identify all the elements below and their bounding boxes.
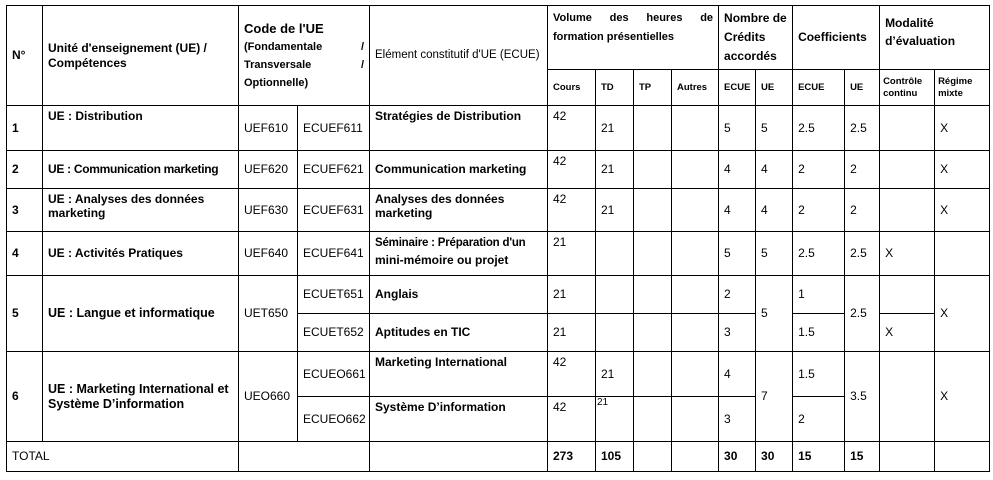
row-cred-ecue: 4 xyxy=(719,151,756,189)
total-td: 105 xyxy=(596,442,634,472)
table-row xyxy=(7,352,990,397)
header-code-l4: Optionnelle) xyxy=(244,77,309,89)
row-ue: UE : Communication marketing xyxy=(43,151,239,189)
row-coef-ue: 2.5 xyxy=(845,106,880,151)
row-ecue-code: ECUEF621 xyxy=(298,151,370,189)
row-ue: UE : Distribution xyxy=(43,106,239,151)
row-cred-ue: 5 xyxy=(756,106,793,151)
header-volume: Volume des heures de formation présentielles xyxy=(548,6,719,70)
row-coef-ecue: 2 xyxy=(793,397,845,442)
row-td xyxy=(596,314,634,352)
row-cours: 42 xyxy=(548,397,596,442)
row-tp xyxy=(634,151,672,189)
row-cours: 21 xyxy=(548,276,596,314)
row-coef-ecue: 1 xyxy=(793,276,845,314)
row-code: UEF620 xyxy=(239,151,298,189)
header-ue: Unité d'enseignement (UE) / Compétences xyxy=(43,6,239,106)
row-autres xyxy=(672,314,719,352)
row-ecue-code: ECUEO661 xyxy=(298,352,370,397)
row-coef-ue: 3.5 xyxy=(845,352,880,442)
header-regime: Régime mixte xyxy=(935,70,990,106)
total-code xyxy=(239,442,370,472)
row-ecue-line1: Séminaire : Préparation d'un xyxy=(375,237,526,249)
row-rm: X xyxy=(935,189,990,232)
row-autres xyxy=(672,276,719,314)
row-cred-ecue: 4 xyxy=(719,352,756,397)
row-autres xyxy=(672,151,719,189)
header-code-l3: Transversale / xyxy=(244,59,364,71)
row-cred-ecue: 4 xyxy=(719,189,756,232)
row-cred-ecue: 3 xyxy=(719,314,756,352)
header-coef-ecue: ECUE xyxy=(793,70,845,106)
row-coef-ecue: 2 xyxy=(793,189,845,232)
row-cours: 42 xyxy=(548,189,596,232)
header-cred-ecue: ECUE xyxy=(719,70,756,106)
row-ue: UE : Langue et informatique xyxy=(43,276,239,352)
header-ecue: Elément constitutif d'UE (ECUE) xyxy=(370,6,548,106)
header-controle: Contrôle continu xyxy=(880,70,935,106)
row-cc xyxy=(880,151,935,189)
header-td: TD xyxy=(596,70,634,106)
row-ecue-code: ECUEF631 xyxy=(298,189,370,232)
total-coef-ue: 15 xyxy=(845,442,880,472)
row-coef-ecue: 1.5 xyxy=(793,352,845,397)
total-coef-ecue: 15 xyxy=(793,442,845,472)
row-coef-ecue: 2.5 xyxy=(793,106,845,151)
header-credits: Nombre de Crédits accordés xyxy=(719,6,793,70)
row-tp xyxy=(634,232,672,276)
table-row xyxy=(7,232,990,276)
row-rm: X xyxy=(935,106,990,151)
row-cc xyxy=(880,276,935,314)
row-coef-ue: 2.5 xyxy=(845,276,880,352)
row-autres xyxy=(672,352,719,397)
header-cred-ue: UE xyxy=(756,70,793,106)
total-row xyxy=(7,442,990,472)
row-code: UEF640 xyxy=(239,232,298,276)
row-ecue: Aptitudes en TIC xyxy=(370,314,548,352)
row-ecue-code: ECUET652 xyxy=(298,314,370,352)
row-code: UET650 xyxy=(239,276,298,352)
row-cred-ecue: 3 xyxy=(719,397,756,442)
row-num: 5 xyxy=(7,276,43,352)
row-cours: 42 xyxy=(548,106,596,151)
row-tp xyxy=(634,276,672,314)
row-cred-ue: 4 xyxy=(756,189,793,232)
header-code-title: Code de l'UE xyxy=(244,21,324,36)
table-row xyxy=(7,189,990,232)
row-tp xyxy=(634,106,672,151)
row-ecue: Communication marketing xyxy=(370,151,548,189)
row-ecue: Marketing International xyxy=(370,352,548,397)
header-autres: Autres xyxy=(672,70,719,106)
row-coef-ue: 2 xyxy=(845,151,880,189)
row-autres xyxy=(672,106,719,151)
total-cours: 273 xyxy=(548,442,596,472)
row-cours: 42 xyxy=(548,352,596,397)
header-coef-ue: UE xyxy=(845,70,880,106)
row-coef-ecue: 2.5 xyxy=(793,232,845,276)
row-ecue: Anglais xyxy=(370,276,548,314)
header-modalite: Modalité d’évaluation xyxy=(880,6,990,70)
row-autres xyxy=(672,189,719,232)
total-ecue xyxy=(370,442,548,472)
row-ue: UE : Marketing International et Système D’information xyxy=(43,352,239,442)
row-autres xyxy=(672,397,719,442)
row-tp xyxy=(634,397,672,442)
row-td: 21 xyxy=(596,151,634,189)
row-ecue-code: ECUEO662 xyxy=(298,397,370,442)
total-rm xyxy=(935,442,990,472)
row-ecue xyxy=(370,232,548,276)
row-ecue-code: ECUEF611 xyxy=(298,106,370,151)
row-code: UEF610 xyxy=(239,106,298,151)
row-td: 21 xyxy=(596,352,634,397)
row-num: 4 xyxy=(7,232,43,276)
row-code: UEF630 xyxy=(239,189,298,232)
row-td xyxy=(596,276,634,314)
header-code-l2: (Fondamentale / xyxy=(244,41,364,53)
row-cc: X xyxy=(880,314,935,352)
row-cred-ecue: 5 xyxy=(719,106,756,151)
row-ue: UE : Analyses des données marketing xyxy=(43,189,239,232)
row-ecue-code: ECUEF641 xyxy=(298,232,370,276)
row-ecue-code: ECUET651 xyxy=(298,276,370,314)
row-rm xyxy=(935,232,990,276)
row-coef-ue: 2.5 xyxy=(845,232,880,276)
row-cred-ue: 7 xyxy=(756,352,793,442)
total-label: TOTAL xyxy=(7,442,239,472)
row-num: 2 xyxy=(7,151,43,189)
total-autres xyxy=(672,442,719,472)
row-rm: X xyxy=(935,151,990,189)
row-coef-ue: 2 xyxy=(845,189,880,232)
total-cred-ue: 30 xyxy=(756,442,793,472)
row-tp xyxy=(634,314,672,352)
row-tp xyxy=(634,352,672,397)
header-num: N° xyxy=(7,6,43,106)
row-cours: 21 xyxy=(548,232,596,276)
row-num: 1 xyxy=(7,106,43,151)
header-tp: TP xyxy=(634,70,672,106)
row-ecue: Analyses des données marketing xyxy=(370,189,548,232)
table-row xyxy=(7,106,990,151)
row-td: 21 xyxy=(596,397,634,442)
row-cc xyxy=(880,352,935,442)
row-ue: UE : Activités Pratiques xyxy=(43,232,239,276)
row-rm: X xyxy=(935,352,990,442)
row-td xyxy=(596,232,634,276)
row-code: UEO660 xyxy=(239,352,298,442)
row-ecue-line2: mini-mémoire ou projet xyxy=(375,253,509,267)
row-cred-ue: 5 xyxy=(756,232,793,276)
row-cc xyxy=(880,189,935,232)
total-tp xyxy=(634,442,672,472)
row-cc: X xyxy=(880,232,935,276)
row-coef-ecue: 1.5 xyxy=(793,314,845,352)
row-cours: 42 xyxy=(548,151,596,189)
row-cred-ue: 4 xyxy=(756,151,793,189)
row-cc xyxy=(880,106,935,151)
row-ecue: Stratégies de Distribution xyxy=(370,106,548,151)
table-row xyxy=(7,276,990,314)
table-row xyxy=(7,151,990,189)
row-ecue: Système D’information xyxy=(370,397,548,442)
header-code xyxy=(239,6,370,106)
row-cours: 21 xyxy=(548,314,596,352)
row-td: 21 xyxy=(596,189,634,232)
row-rm: X xyxy=(935,276,990,352)
row-num: 6 xyxy=(7,352,43,442)
header-row xyxy=(7,6,990,70)
row-autres xyxy=(672,232,719,276)
row-td: 21 xyxy=(596,106,634,151)
row-coef-ecue: 2 xyxy=(793,151,845,189)
row-cred-ue: 5 xyxy=(756,276,793,352)
header-cours: Cours xyxy=(548,70,596,106)
row-num: 3 xyxy=(7,189,43,232)
total-cred-ecue: 30 xyxy=(719,442,756,472)
curriculum-table xyxy=(6,5,990,472)
row-cred-ecue: 5 xyxy=(719,232,756,276)
total-cc xyxy=(880,442,935,472)
row-tp xyxy=(634,189,672,232)
header-coef: Coefficients xyxy=(793,6,880,70)
row-cred-ecue: 2 xyxy=(719,276,756,314)
